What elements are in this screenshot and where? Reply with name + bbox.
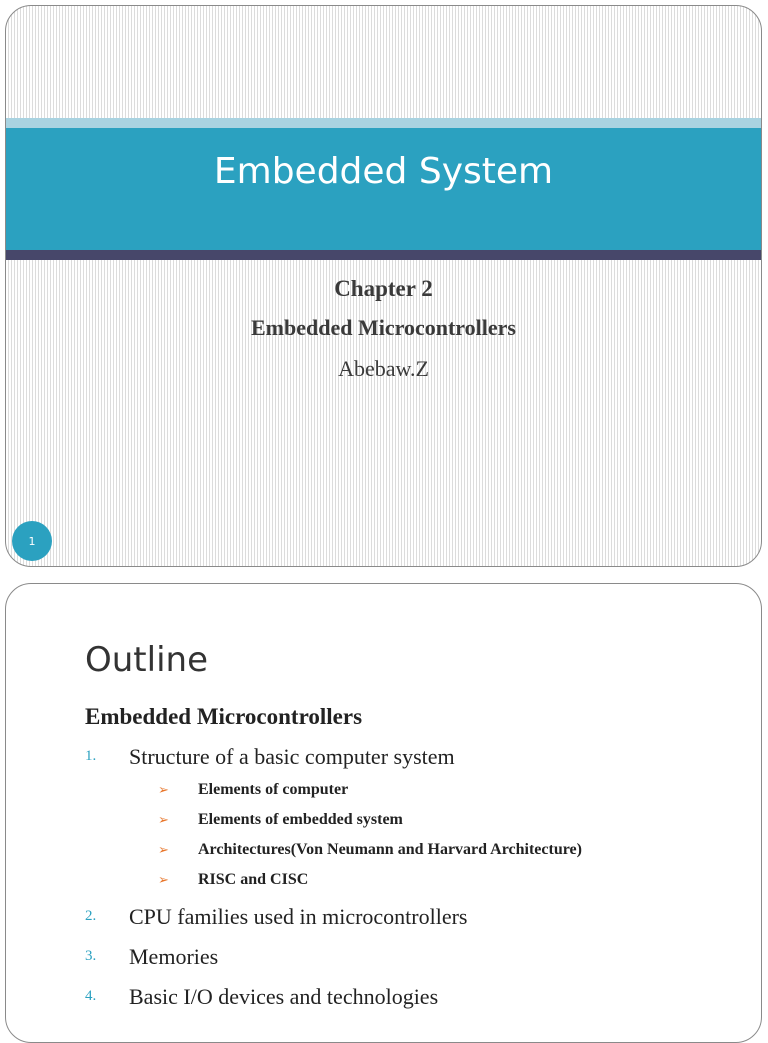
sub-list-item — [158, 781, 348, 799]
list-item-text: Memories — [129, 943, 219, 969]
arrow-bullet-icon: ➢ — [158, 813, 169, 828]
outline-slide — [5, 583, 762, 1043]
sub-list-item-text: Architectures(Von Neumann and Harvard Architecture) — [198, 841, 582, 858]
outline-title: Outline — [85, 640, 209, 680]
list-item-text: Structure of a basic computer system — [129, 743, 455, 769]
sub-list-item — [158, 841, 582, 859]
slide-title: Embedded System — [213, 151, 554, 192]
sub-list-item-text: Elements of computer — [198, 781, 349, 798]
sub-list-item-text: Elements of embedded system — [198, 811, 403, 828]
arrow-bullet-icon: ➢ — [158, 873, 169, 888]
sub-list-item — [158, 811, 403, 829]
chapter-label: Chapter 2 — [334, 276, 433, 301]
list-number: 3. — [85, 948, 97, 965]
list-item — [85, 902, 468, 930]
list-number: 1. — [85, 748, 97, 765]
page-number-badge: 1 — [12, 521, 52, 561]
list-item-text: Basic I/O devices and technologies — [129, 983, 439, 1009]
list-item — [85, 742, 455, 770]
title-band-light — [6, 118, 761, 128]
outline-heading: Embedded Microcontrollers — [85, 704, 363, 729]
list-item — [85, 982, 438, 1010]
title-band-dark — [6, 250, 761, 260]
arrow-bullet-icon: ➢ — [158, 843, 169, 858]
list-item — [85, 942, 218, 970]
slide-subtitle: Embedded Microcontrollers — [251, 315, 516, 340]
author-name: Abebaw.Z — [338, 356, 429, 381]
list-number: 4. — [85, 988, 97, 1005]
sub-list-item-text: RISC and CISC — [198, 871, 309, 888]
list-item-text: CPU families used in microcontrollers — [129, 903, 468, 929]
title-slide — [5, 5, 762, 567]
arrow-bullet-icon: ➢ — [158, 783, 169, 798]
sub-list-item — [158, 871, 308, 889]
list-number: 2. — [85, 908, 97, 925]
